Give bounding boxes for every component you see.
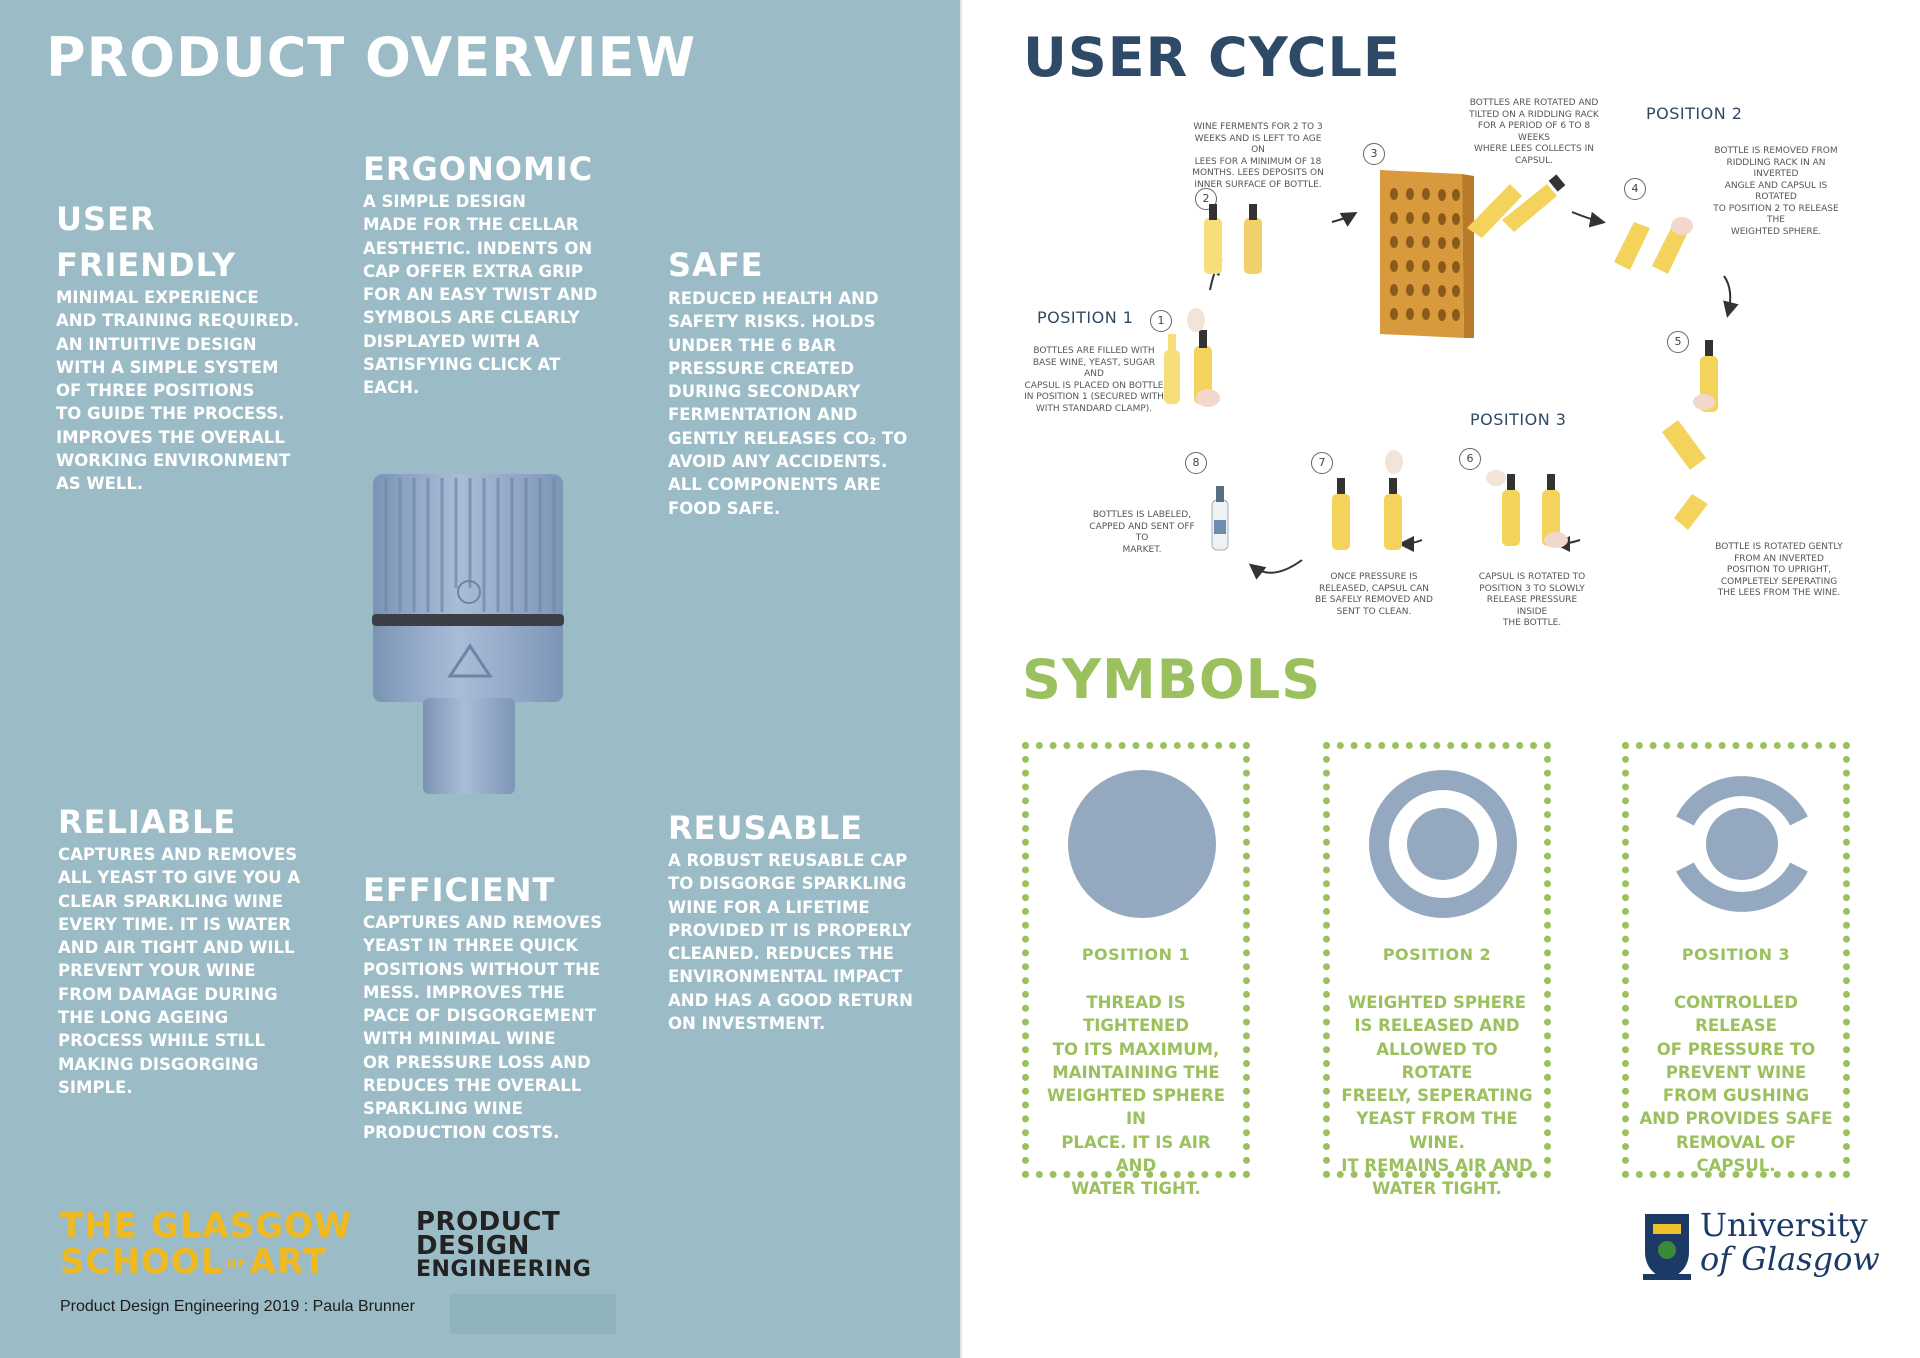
card-title: POSITION 3 — [1681, 945, 1791, 964]
bottle-icon — [1164, 334, 1180, 404]
section-body: A ROBUST REUSABLE CAP TO DISGORGE SPARKLING WINE FOR A LIFETIME PROVIDED IT IS PROPERLY CLEANED. REDUCES THE ENVIRONMENTAL IMPACT AND HAS A GOOD RETURN ON INVESTMENT. — [668, 851, 913, 1034]
section-title: RELIABLE — [58, 803, 237, 841]
section-title: EFFICIENT — [363, 871, 556, 909]
riddling-rack-illustration — [1380, 170, 1522, 338]
position-2-symbol-icon — [1368, 769, 1518, 919]
capsul-cap-illustration — [368, 468, 568, 802]
section-safe — [668, 242, 928, 520]
symbol-card-position-2 — [1323, 742, 1551, 1199]
step-4-caption: BOTTLE IS REMOVED FROM RIDDLING RACK IN AN INVERTED ANGLE AND CAPSUL IS ROTATED TO POSITION 2 TO RELEASE THE WEIGHTED SPHERE. — [1713, 146, 1839, 237]
section-reusable — [668, 805, 928, 1035]
user-cycle-title: USER CYCLE — [1023, 26, 1401, 89]
position-1-symbol-icon — [1067, 769, 1217, 919]
section-body: A SIMPLE DESIGN MADE FOR THE CELLAR AESTHETIC. INDENTS ON CAP OFFER EXTRA GRIP FOR AN EASY TWIST AND SYMBOLS ARE CLEARLY DISPLAYED WITH A SATISFYING CLICK AT EACH. — [363, 192, 598, 398]
page-title: PRODUCT OVERVIEW — [46, 26, 697, 89]
section-title: USER FRIENDLY — [56, 200, 237, 284]
step-number: 2 — [1195, 188, 1217, 210]
cycle-position-2-label: POSITION 2 — [1646, 104, 1743, 123]
section-body: REDUCED HEALTH AND SAFETY RISKS. HOLDS UNDER THE 6 BAR PRESSURE CREATED DURING SECONDARY FERMENTATION AND GENTLY RELEASES CO₂ TO AVOID ANY ACCIDENTS. ALL COMPONENTS ARE FOOD SAFE. — [668, 289, 908, 518]
symbol-card-position-3 — [1622, 742, 1850, 1178]
step-3-caption: BOTTLES ARE ROTATED AND TILTED ON A RIDDLING RACK FOR A PERIOD OF 6 TO 8 WEEKS WHERE LEES COLLECTS IN CAPSUL. — [1469, 98, 1599, 166]
section-title: REUSABLE — [668, 809, 863, 847]
section-reliable — [58, 799, 308, 1099]
cycle-position-1-label: POSITION 1 — [1037, 308, 1134, 327]
symbol-card-position-1 — [1022, 742, 1250, 1199]
footer-credit: Product Design Engineering 2019 : Paula Brunner — [60, 1298, 415, 1315]
section-title: ERGONOMIC — [363, 150, 594, 188]
card-body: THREAD IS TIGHTENED TO ITS MAXIMUM, MAINTAINING THE WEIGHTED SPHERE IN PLACE. IT IS AIR AND WATER TIGHT. — [1047, 993, 1225, 1199]
step-8-caption: BOTTLES IS LABELED, CAPPED AND SENT OFF TO MARKET. — [1089, 510, 1195, 555]
step-7-caption: ONCE PRESSURE IS RELEASED, CAPSUL CAN BE SAFELY REMOVED AND SENT TO CLEAN. — [1315, 572, 1433, 617]
section-body: CAPTURES AND REMOVES YEAST IN THREE QUICK POSITIONS WITHOUT THE MESS. IMPROVES THE PACE OF DISGORGEMENT WITH MINIMAL WINE OR PRESSURE LOSS AND REDUCES THE OVERALL SPARKLING WINE PRODUCTION COSTS. — [363, 913, 603, 1142]
step-number: 5 — [1667, 331, 1689, 353]
section-title: SAFE — [668, 246, 764, 284]
step-2-caption: WINE FERMENTS FOR 2 TO 3 WEEKS AND IS LEFT TO AGE ON LEES FOR A MINIMUM OF 18 MONTHS. LEES DEPOSITS ON INNER SURFACE OF BOTTLE. — [1192, 122, 1324, 190]
step-number: 8 — [1185, 452, 1207, 474]
step-5-caption: BOTTLE IS ROTATED GENTLY FROM AN INVERTED POSITION TO UPRIGHT, COMPLETELY SEPERATING THE LEES FROM THE WINE. — [1715, 542, 1843, 598]
bottle-icon — [1244, 204, 1262, 274]
redaction-box — [450, 1294, 616, 1334]
step-number: 4 — [1624, 178, 1646, 200]
card-body: WEIGHTED SPHERE IS RELEASED AND ALLOWED TO ROTATE FREELY, SEPERATING YEAST FROM THE WINE. IT REMAINS AIR AND WATER TIGHT. — [1341, 993, 1533, 1199]
gsa-logo: THE GLASGOW SCHOOL OFART — [60, 1206, 353, 1282]
card-title: POSITION 2 — [1382, 945, 1492, 964]
bottle-icon — [1204, 204, 1222, 274]
cycle-position-3-label: POSITION 3 — [1470, 410, 1567, 429]
section-body: MINIMAL EXPERIENCE AND TRAINING REQUIRED. AN INTUITIVE DESIGN WITH A SIMPLE SYSTEM OF THREE POSITIONS TO GUIDE THE PROCESS. IMPROVES THE OVERALL WORKING ENVIRONMENT AS WELL. — [56, 288, 300, 494]
step-number: 3 — [1363, 143, 1385, 165]
user-cycle-illustration — [962, 0, 1920, 640]
position-3-symbol-icon — [1667, 769, 1817, 919]
card-body: CONTROLLED RELEASE OF PRESSURE TO PREVENT WINE FROM GUSHING AND PROVIDES SAFE REMOVAL OF CAPSUL. — [1639, 993, 1833, 1176]
bottle-icon — [1187, 308, 1220, 407]
step-number: 6 — [1459, 448, 1481, 470]
pde-logo: PRODUCT DESIGN ENGINEERING — [416, 1207, 592, 1282]
section-body: CAPTURES AND REMOVES ALL YEAST TO GIVE YOU A CLEAR SPARKLING WINE EVERY TIME. IT IS WATER AND AIR TIGHT AND WILL PREVENT YOUR WINE FROM DAMAGE DURING THE LONG AGEING PROCESS WHILE STILL MAKING DISGORGING SIMPLE. — [58, 845, 301, 1097]
right-panel — [960, 0, 1920, 1358]
step-6-caption: CAPSUL IS ROTATED TO POSITION 3 TO SLOWLY RELEASE PRESSURE INSIDE THE BOTTLE. — [1478, 572, 1586, 628]
card-title: POSITION 1 — [1081, 945, 1191, 964]
step-number: 1 — [1150, 310, 1172, 332]
university-of-glasgow-logo: University of Glasgow — [1700, 1206, 1880, 1278]
symbols-title: SYMBOLS — [1022, 648, 1322, 711]
university-crest-icon — [1643, 1212, 1691, 1282]
step-1-caption: BOTTLES ARE FILLED WITH BASE WINE, YEAST, SUGAR AND CAPSUL IS PLACED ON BOTTLE IN POSITION 1 (SECURED WITH WITH STANDARD CLAMP). — [1024, 346, 1164, 414]
section-user-friendly — [56, 196, 306, 496]
section-ergonomic — [363, 146, 613, 400]
section-efficient — [363, 867, 613, 1144]
step-number: 7 — [1311, 452, 1333, 474]
